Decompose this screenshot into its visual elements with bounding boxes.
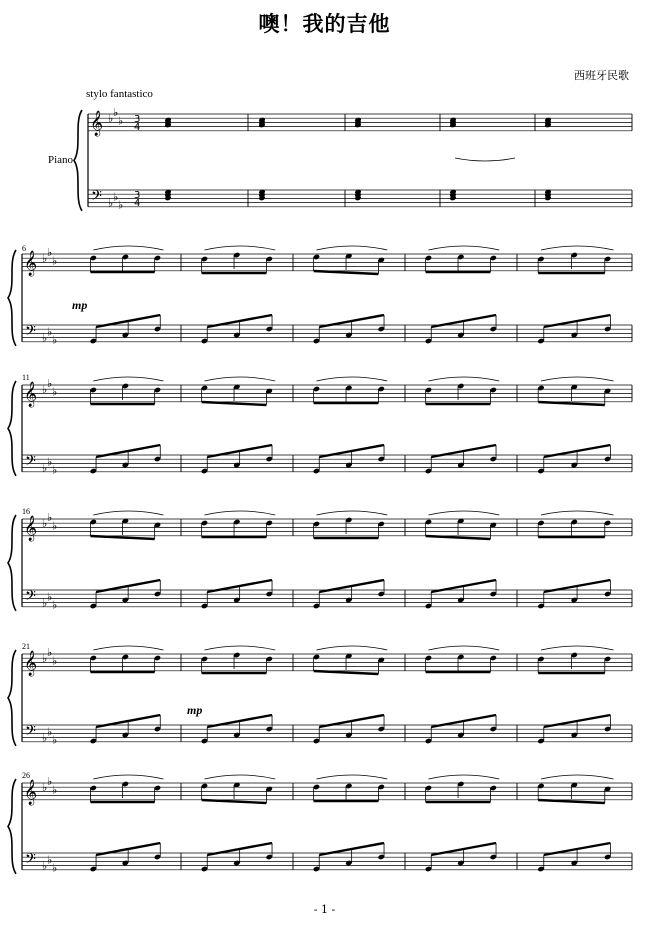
brace xyxy=(8,250,16,346)
flat-icon: ♭ xyxy=(52,254,58,268)
slur xyxy=(93,246,163,250)
slur xyxy=(541,377,614,381)
time-signature: 4 xyxy=(134,122,141,133)
slur xyxy=(541,511,614,515)
flat-icon: ♭ xyxy=(42,517,48,531)
flat-icon: ♭ xyxy=(47,853,53,867)
brace xyxy=(8,779,16,874)
flat-icon: ♭ xyxy=(52,654,58,668)
measure-number: 11 xyxy=(22,373,30,382)
flat-icon: ♭ xyxy=(47,725,53,739)
flat-icon: ♭ xyxy=(118,198,124,212)
slur xyxy=(204,246,275,250)
slur xyxy=(541,646,614,650)
treble-clef-icon: 𝄞 xyxy=(24,382,38,407)
flat-icon: ♭ xyxy=(52,519,58,533)
flat-icon: ♭ xyxy=(113,190,119,204)
slur xyxy=(316,646,387,650)
flat-icon: ♭ xyxy=(47,455,53,469)
flat-icon: ♭ xyxy=(47,510,53,524)
slur xyxy=(316,775,387,779)
beam xyxy=(314,271,379,274)
flat-icon: ♭ xyxy=(42,781,48,795)
slur xyxy=(93,775,163,779)
flat-icon: ♭ xyxy=(42,596,48,610)
bass-clef-icon: 𝄢 xyxy=(25,723,36,743)
beam xyxy=(426,536,491,539)
flat-icon: ♭ xyxy=(108,112,114,126)
flat-icon: ♭ xyxy=(52,598,58,612)
slur xyxy=(316,377,387,381)
flat-icon: ♭ xyxy=(113,105,119,119)
slur xyxy=(93,511,163,515)
flat-icon: ♭ xyxy=(42,859,48,873)
treble-clef-icon: 𝄞 xyxy=(90,111,104,136)
time-signature: 3 xyxy=(134,190,141,201)
brace xyxy=(8,515,16,611)
slur xyxy=(93,646,163,650)
beam xyxy=(538,800,605,803)
slur xyxy=(204,646,275,650)
bass-clef-icon: 𝄢 xyxy=(25,588,36,608)
brace xyxy=(8,381,16,476)
measure-number: 16 xyxy=(22,507,30,516)
beam xyxy=(314,671,379,674)
flat-icon: ♭ xyxy=(52,333,58,347)
treble-clef-icon: 𝄞 xyxy=(24,251,38,276)
flat-icon: ♭ xyxy=(42,331,48,345)
slur xyxy=(204,511,275,515)
beam xyxy=(202,800,267,803)
measure-number: 26 xyxy=(22,771,30,780)
flat-icon: ♭ xyxy=(47,590,53,604)
flat-icon: ♭ xyxy=(52,385,58,399)
dynamic-marking: mp xyxy=(72,298,88,312)
bass-clef-icon: 𝄢 xyxy=(25,453,36,473)
slur xyxy=(316,511,387,515)
brace xyxy=(74,110,82,211)
brace xyxy=(8,650,16,746)
flat-icon: ♭ xyxy=(47,376,53,390)
flat-icon: ♭ xyxy=(42,461,48,475)
beam xyxy=(90,536,154,539)
flat-icon: ♭ xyxy=(42,731,48,745)
slur xyxy=(93,377,163,381)
time-signature: 3 xyxy=(134,114,141,125)
beam xyxy=(202,402,267,405)
slur xyxy=(541,775,614,779)
flat-icon: ♭ xyxy=(47,645,53,659)
slur xyxy=(428,246,499,250)
slur xyxy=(428,377,499,381)
beam xyxy=(538,402,605,405)
flat-icon: ♭ xyxy=(118,114,124,128)
slur xyxy=(428,646,499,650)
slur xyxy=(455,158,515,161)
bass-clef-icon: 𝄢 xyxy=(91,188,102,208)
slur xyxy=(428,511,499,515)
bass-clef-icon: 𝄢 xyxy=(25,851,36,871)
flat-icon: ♭ xyxy=(42,252,48,266)
instrument-label: Piano xyxy=(48,154,74,166)
time-signature: 4 xyxy=(134,198,141,209)
treble-clef-icon: 𝄞 xyxy=(24,651,38,676)
tempo-marking: stylo fantastico xyxy=(86,88,153,100)
slur xyxy=(316,246,387,250)
score-title: 噢！我的吉他 xyxy=(258,12,391,36)
slur xyxy=(428,775,499,779)
measure-number: 6 xyxy=(22,244,26,253)
flat-icon: ♭ xyxy=(52,861,58,875)
treble-clef-icon: 𝄞 xyxy=(24,780,38,805)
bass-clef-icon: 𝄢 xyxy=(25,323,36,343)
slur xyxy=(204,377,275,381)
slur xyxy=(204,775,275,779)
flat-icon: ♭ xyxy=(108,196,114,210)
dynamic-marking: mp xyxy=(187,703,203,717)
treble-clef-icon: 𝄞 xyxy=(24,516,38,541)
measure-number: 21 xyxy=(22,642,30,651)
page-number: - 1 - xyxy=(313,903,336,916)
flat-icon: ♭ xyxy=(42,383,48,397)
flat-icon: ♭ xyxy=(52,783,58,797)
flat-icon: ♭ xyxy=(47,245,53,259)
composer-credit: 西班牙民歌 xyxy=(574,69,629,82)
flat-icon: ♭ xyxy=(42,652,48,666)
slur xyxy=(541,246,614,250)
flat-icon: ♭ xyxy=(52,733,58,747)
flat-icon: ♭ xyxy=(47,774,53,788)
flat-icon: ♭ xyxy=(52,463,58,477)
flat-icon: ♭ xyxy=(47,325,53,339)
